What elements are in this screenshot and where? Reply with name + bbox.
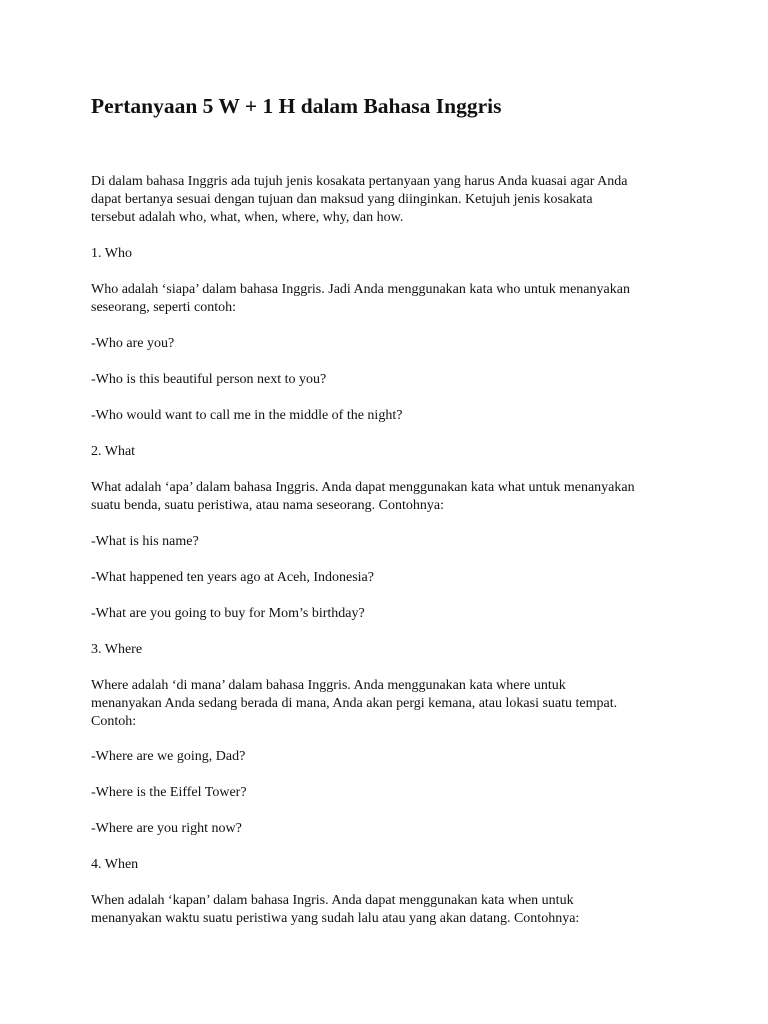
where-example: -Where are you right now?	[91, 821, 242, 836]
what-desc-line: suatu benda, suatu peristiwa, atau nama seseorang. Contohnya:	[91, 498, 445, 513]
who-desc-line: Who adalah ‘siapa’ dalam bahasa Inggris. Jadi Anda menggunakan kata who untuk menanyakan	[91, 282, 630, 297]
who-example: -Who is this beautiful person next to you?	[91, 372, 327, 387]
who-heading: 1. Who	[91, 246, 132, 261]
where-description	[91, 677, 617, 731]
when-desc-line: When adalah ‘kapan’ dalam bahasa Ingris. Anda dapat menggunakan kata when untuk	[91, 893, 574, 908]
where-example: -Where is the Eiffel Tower?	[91, 785, 247, 800]
what-description	[91, 479, 635, 515]
where-heading: 3. Where	[91, 642, 143, 657]
who-description	[91, 281, 630, 317]
when-description	[91, 892, 579, 928]
who-desc-line: seseorang, seperti contoh:	[91, 300, 237, 315]
when-heading: 4. When	[91, 857, 139, 872]
what-example: -What are you going to buy for Mom’s birthday?	[91, 606, 365, 621]
document-title: Pertanyaan 5 W + 1 H dalam Bahasa Inggris	[91, 94, 502, 118]
where-desc-line: Where adalah ‘di mana’ dalam bahasa Inggris. Anda menggunakan kata where untuk	[91, 678, 566, 693]
who-example: -Who are you?	[91, 336, 175, 351]
when-desc-line: menanyakan waktu suatu peristiwa yang sudah lalu atau yang akan datang. Contohnya:	[91, 911, 580, 926]
where-desc-line: menanyakan Anda sedang berada di mana, Anda akan pergi kemana, atau lokasi suatu tempat.	[91, 696, 618, 711]
what-example: -What happened ten years ago at Aceh, Indonesia?	[91, 570, 374, 585]
who-example: -Who would want to call me in the middle of the night?	[91, 408, 403, 423]
intro-line: tersebut adalah who, what, when, where, why, dan how.	[91, 210, 404, 225]
what-desc-line: What adalah ‘apa’ dalam bahasa Inggris. Anda dapat menggunakan kata what untuk menanyakan	[91, 480, 635, 495]
intro-line: Di dalam bahasa Inggris ada tujuh jenis kosakata pertanyaan yang harus Anda kuasai agar Anda	[91, 174, 628, 189]
what-example: -What is his name?	[91, 534, 199, 549]
what-heading: 2. What	[91, 444, 136, 459]
intro-paragraph	[91, 173, 628, 227]
where-example: -Where are we going, Dad?	[91, 749, 246, 764]
where-desc-line: Contoh:	[91, 714, 137, 729]
intro-line: dapat bertanya sesuai dengan tujuan dan maksud yang diinginkan. Ketujuh jenis kosakata	[91, 192, 593, 207]
